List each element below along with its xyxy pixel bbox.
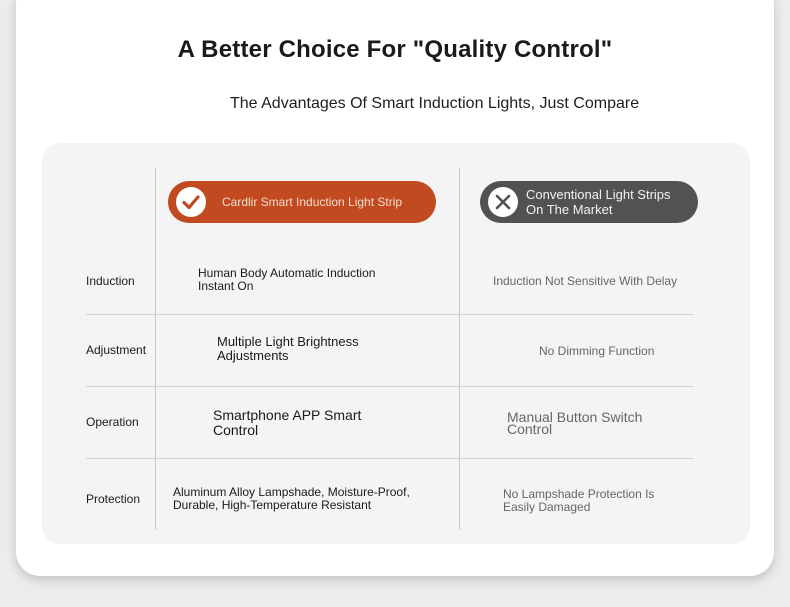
- column-divider-left: [155, 168, 156, 530]
- ours-column-label: Cardlir Smart Induction Light Strip: [222, 195, 403, 209]
- row-label-protection: Protection: [86, 492, 141, 506]
- row-divider: [86, 458, 694, 459]
- ours-cell-adjustment: Multiple Light Brightness Adjustments: [217, 334, 359, 363]
- column-divider-right: [459, 168, 460, 530]
- theirs-cell-operation: Manual Button Switch Control: [507, 409, 643, 437]
- page-subtitle: The Advantages Of Smart Induction Lights, Just Compare: [230, 95, 640, 112]
- row-label-adjustment: Adjustment: [86, 343, 147, 357]
- ours-column-header: [168, 181, 436, 223]
- theirs-column-header: [480, 181, 698, 223]
- theirs-cell-induction: Induction Not Sensitive With Delay: [493, 274, 678, 288]
- row-divider: [86, 386, 694, 387]
- ours-cell-induction: Human Body Automatic Induction Instant On: [198, 266, 376, 293]
- theirs-cell-protection: No Lampshade Protection Is Easily Damaged: [503, 487, 655, 514]
- page-title: A Better Choice For "Quality Control": [177, 36, 613, 63]
- row-label-induction: Induction: [86, 274, 135, 288]
- x-icon: [488, 187, 518, 217]
- row-divider: [86, 314, 694, 315]
- ours-cell-operation: Smartphone APP Smart Control: [213, 407, 362, 438]
- ours-cell-protection: Aluminum Alloy Lampshade, Moisture-Proof, Durable, High-Temperature Resistant: [173, 485, 410, 512]
- check-icon: [176, 187, 206, 217]
- row-label-operation: Operation: [86, 415, 139, 429]
- theirs-column-label: Conventional Light Strips On The Market: [526, 187, 671, 217]
- theirs-cell-adjustment: No Dimming Function: [539, 344, 655, 358]
